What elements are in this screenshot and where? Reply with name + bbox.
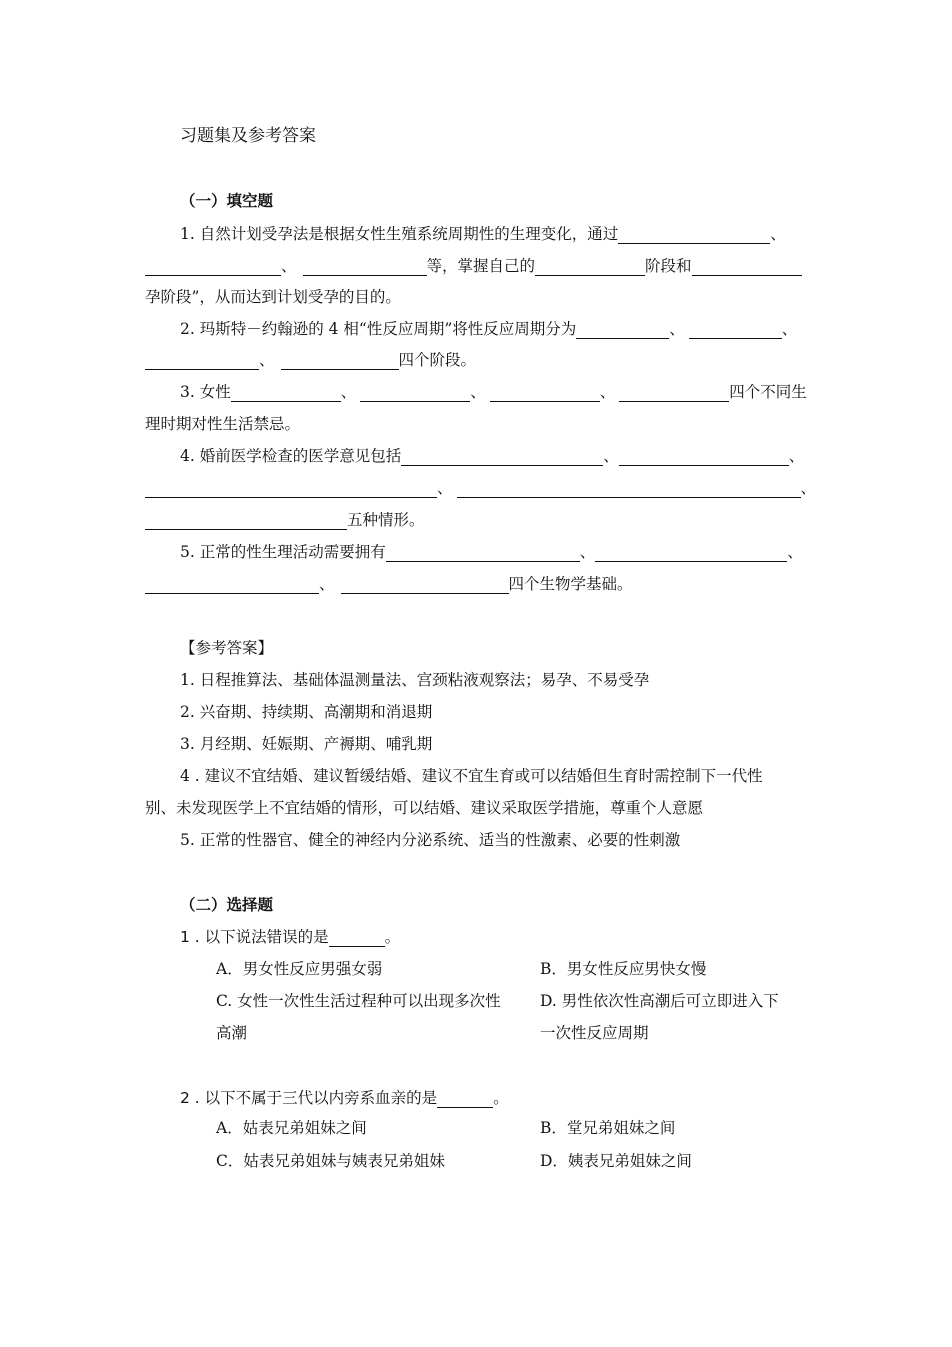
separator: 、: [800, 479, 817, 497]
question-text: 2 . 以下不属于三代以内旁系血亲的是: [180, 1089, 438, 1107]
separator: 、: [788, 447, 805, 465]
separator: 、: [669, 320, 685, 338]
answer-2: 2. 兴奋期、持续期、高潮期和消退期: [180, 703, 433, 721]
answer-blank[interactable]: [360, 384, 470, 402]
separator: 、: [340, 383, 357, 401]
answer-blank[interactable]: [145, 258, 281, 276]
answer-blank[interactable]: [145, 480, 437, 498]
separator: 、: [437, 479, 453, 497]
answer-blank[interactable]: [618, 226, 770, 244]
separator: 、: [603, 447, 619, 465]
answer-blank[interactable]: [692, 258, 802, 276]
mc-question-1-option-d-line-2[interactable]: 一次性反应周期: [540, 1024, 649, 1042]
separator: 、: [579, 543, 596, 561]
question-1-line-3: 孕阶段”，从而达到计划受孕的目的。: [145, 288, 401, 306]
answer-blank[interactable]: [329, 929, 385, 947]
mc-question-1-option-b[interactable]: B．男女性反应男快女慢: [540, 960, 707, 978]
answer-blank[interactable]: [437, 1090, 493, 1108]
separator: 、: [281, 257, 297, 275]
answer-3: 3. 月经期、妊娠期、产褥期、哺乳期: [180, 735, 433, 753]
answer-blank[interactable]: [231, 384, 341, 402]
separator: 、: [319, 575, 335, 593]
answer-blank[interactable]: [490, 384, 600, 402]
answers-heading: 【参考答案】: [180, 639, 274, 657]
answer-blank[interactable]: [457, 480, 801, 498]
answer-blank[interactable]: [689, 321, 782, 339]
mc-question-2-option-b[interactable]: B．堂兄弟姐妹之间: [540, 1119, 676, 1137]
answer-blank[interactable]: [145, 352, 259, 370]
question-5-line-1: [180, 542, 803, 562]
mc-question-1-option-d-line-1[interactable]: D. 男性依次性高潮后可立即进入下: [540, 992, 779, 1010]
mc-question-1-stem: [180, 927, 400, 947]
document-title: 习题集及参考答案: [180, 126, 316, 146]
answer-4-line-2: 别、未发现医学上不宜结婚的情形，可以结婚、建议采取医学措施，尊重个人意愿: [145, 799, 704, 817]
answer-blank[interactable]: [303, 258, 427, 276]
question-4-line-1: [180, 446, 804, 466]
answer-blank[interactable]: [619, 448, 789, 466]
question-2-line-1: [180, 319, 797, 339]
question-text: 四个不同生: [729, 383, 807, 401]
question-text: 3. 女性: [180, 383, 231, 401]
answer-blank[interactable]: [281, 352, 399, 370]
question-4-line-3: [145, 510, 425, 530]
answer-blank[interactable]: [576, 321, 669, 339]
question-text: 。: [493, 1089, 509, 1107]
answer-blank[interactable]: [535, 258, 645, 276]
separator: 、: [781, 320, 798, 338]
question-text: 阶段和: [645, 257, 692, 275]
separator: 、: [470, 383, 486, 401]
question-1-line-1: [180, 224, 786, 244]
mc-question-2-option-a[interactable]: A．姑表兄弟姐妹之间: [216, 1119, 367, 1137]
section-heading-multiple-choice: （二）选择题: [180, 896, 274, 914]
question-4-line-2: [145, 478, 816, 498]
answer-5: 5. 正常的性器官、健全的神经内分泌系统、适当的性激素、必要的性刺激: [180, 831, 681, 849]
separator: 、: [599, 383, 616, 401]
question-text: 2. 玛斯特－约翰逊的 4 相“性反应周期”将性反应周期分为: [180, 320, 577, 338]
answer-blank[interactable]: [595, 544, 787, 562]
question-text: 等，掌握自己的: [426, 257, 536, 275]
answer-blank[interactable]: [145, 576, 319, 594]
answer-1: 1. 日程推算法、基础体温测量法、宫颈粘液观察法；易孕、不易受孕: [180, 671, 650, 689]
question-text: 四个生物学基础。: [508, 575, 633, 593]
mc-question-1-option-c-line-2[interactable]: 高潮: [216, 1024, 248, 1042]
question-text: 。: [384, 928, 401, 946]
mc-question-1-option-c-line-1[interactable]: C. 女性一次性生活过程种可以出现多次性: [216, 992, 501, 1010]
mc-question-2-stem: [180, 1088, 509, 1108]
answer-blank[interactable]: [401, 448, 603, 466]
question-text: 五种情形。: [347, 511, 425, 529]
answer-blank[interactable]: [145, 512, 347, 530]
answer-blank[interactable]: [386, 544, 580, 562]
mc-question-1-option-a[interactable]: A．男女性反应男强女弱: [216, 960, 383, 978]
question-text: 1. 自然计划受孕法是根据女性生殖系统周期性的生理变化，通过: [180, 225, 619, 243]
question-text: 4. 婚前医学检查的医学意见包括: [180, 447, 402, 465]
mc-question-2-option-c[interactable]: C．姑表兄弟姐妹与姨表兄弟姐妹: [216, 1152, 445, 1170]
question-text: 四个阶段。: [398, 351, 477, 369]
answer-blank[interactable]: [619, 384, 729, 402]
separator: 、: [770, 225, 786, 243]
question-text: 1 . 以下说法错误的是: [180, 928, 329, 946]
section-heading-fill-blank: （一）填空题: [180, 192, 274, 210]
answer-blank[interactable]: [341, 576, 509, 594]
question-3-line-2: 理时期对性生活禁忌。: [145, 415, 301, 433]
mc-question-2-option-d[interactable]: D．姨表兄弟姐妹之间: [540, 1152, 692, 1170]
question-3-line-1: [180, 382, 807, 402]
question-1-line-2: [145, 256, 802, 276]
answer-4-line-1: 4 . 建议不宜结婚、建议暂缓结婚、建议不宜生育或可以结婚但生育时需控制下一代性: [180, 767, 763, 785]
separator: 、: [259, 351, 275, 369]
question-2-line-2: [145, 350, 476, 370]
separator: 、: [787, 543, 803, 561]
question-5-line-2: [145, 574, 633, 594]
question-text: 5. 正常的性生理活动需要拥有: [180, 543, 386, 561]
